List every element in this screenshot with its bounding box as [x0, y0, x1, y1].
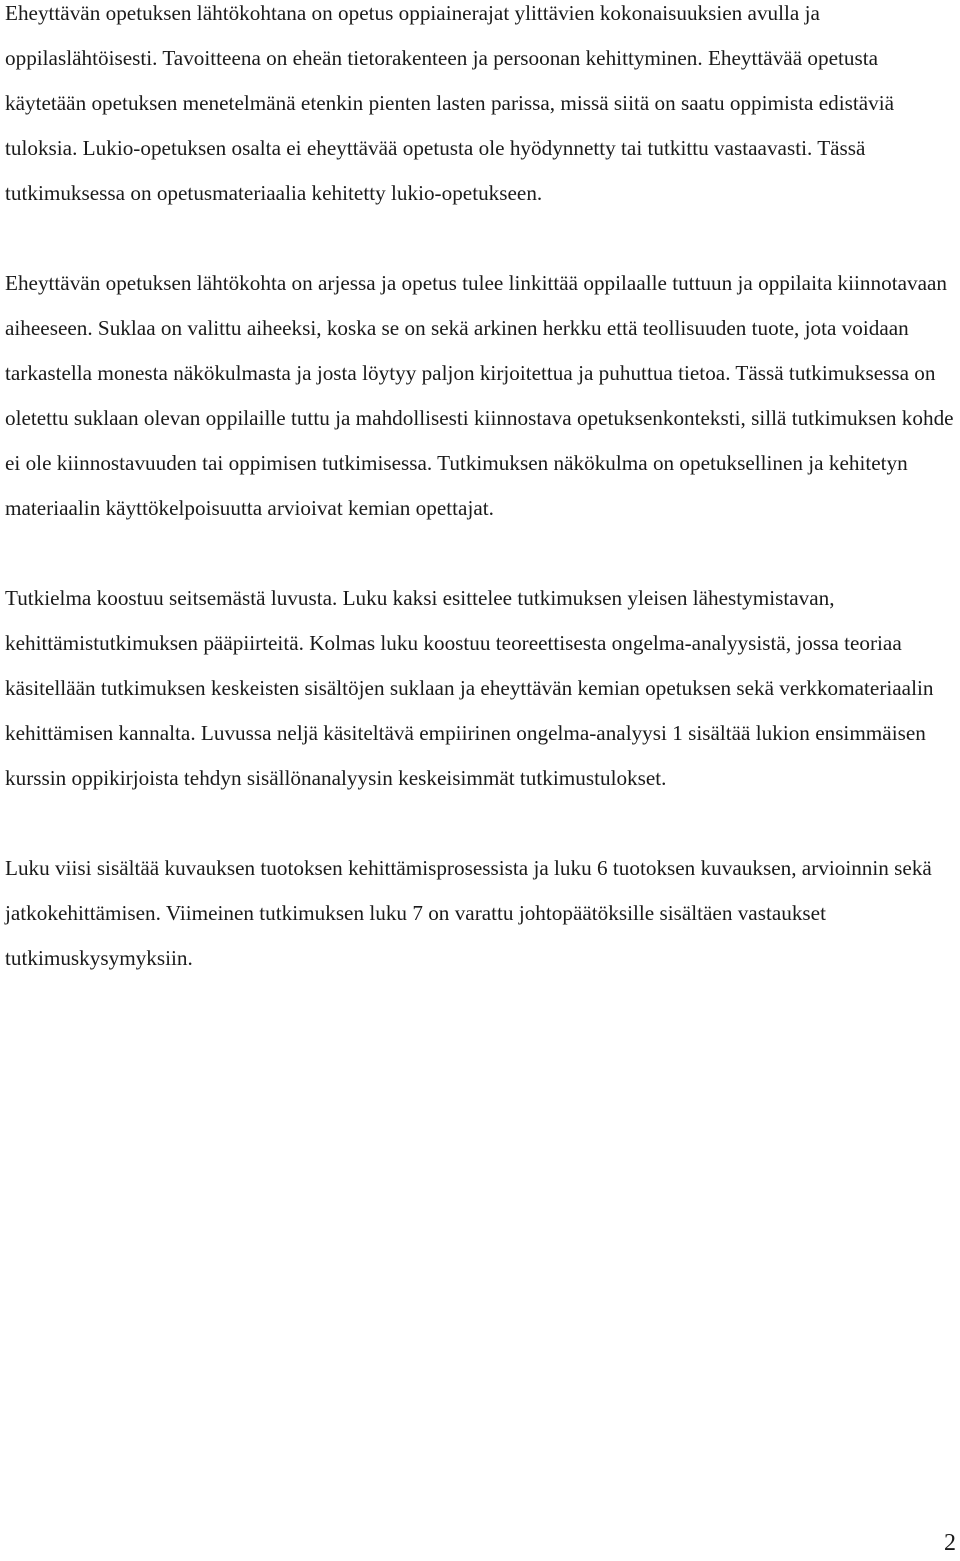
paragraph-4: Luku viisi sisältää kuvauksen tuotoksen kehittämisprosessista ja luku 6 tuotoksen kuvauksen, arvioinnin sekä jatkokehittämisen. Viimeinen tutkimuksen luku 7 on varattu johtopäätöksille sisältäen vastaukset tutkimuskysymyksiin. [5, 856, 932, 970]
page-number: 2 [944, 1530, 956, 1556]
paragraph-1: Eheyttävän opetuksen lähtökohtana on opetus oppiainerajat ylittävien kokonaisuuksien avulla ja oppilaslähtöisesti. Tavoitteena on eheän tietorakenteen ja persoonan kehittyminen. Eheyttävää opetusta käytetään opetuksen menetelmänä etenkin pienten lasten parissa, missä siitä on saatu oppimista edistäviä tuloksia. Lukio-opetuksen osalta ei eheyttävää opetusta ole hyödynnetty tai tutkittu vastaavasti. Tässä tutkimuksessa on opetusmateriaalia kehitetty lukio-opetukseen. [5, 1, 895, 205]
document-body [5, 0, 957, 981]
paragraph-2: Eheyttävän opetuksen lähtökohta on arjessa ja opetus tulee linkittää oppilaalle tuttuun ja oppilaita kiinnotavaan aiheeseen. Suklaa on valittu aiheeksi, koska se on sekä arkinen herkku että teollisuuden tuote, jota voidaan tarkastella monesta näkökulmasta ja josta löytyy paljon kirjoitettua ja puhuttua tietoa. Tässä tutkimuksessa on oletettu suklaan olevan oppilaille tuttu ja mahdollisesti kiinnostava opetuksenkonteksti, sillä tutkimuksen kohde ei ole kiinnostavuuden tai oppimisen tutkimisessa. Tutkimuksen näkökulma on opetuksellinen ja kehitetyn materiaalin käyttökelpoisuutta arvioivat kemian opettajat. [5, 271, 954, 520]
paragraph-3: Tutkielma koostuu seitsemästä luvusta. Luku kaksi esittelee tutkimuksen yleisen lähestymistavan, kehittämistutkimuksen pääpiirteitä. Kolmas luku koostuu teoreettisesta ongelma-analyysistä, jossa teoriaa käsitellään tutkimuksen keskeisten sisältöjen suklaan ja eheyttävän kemian opetuksen sekä verkkomateriaalin kehittämisen kannalta. Luvussa neljä käsiteltävä empiirinen ongelma-analyysi 1 sisältää lukion ensimmäisen kurssin oppikirjoista tehdyn sisällönanalyysin keskeisimmät tutkimustulokset. [5, 586, 934, 790]
